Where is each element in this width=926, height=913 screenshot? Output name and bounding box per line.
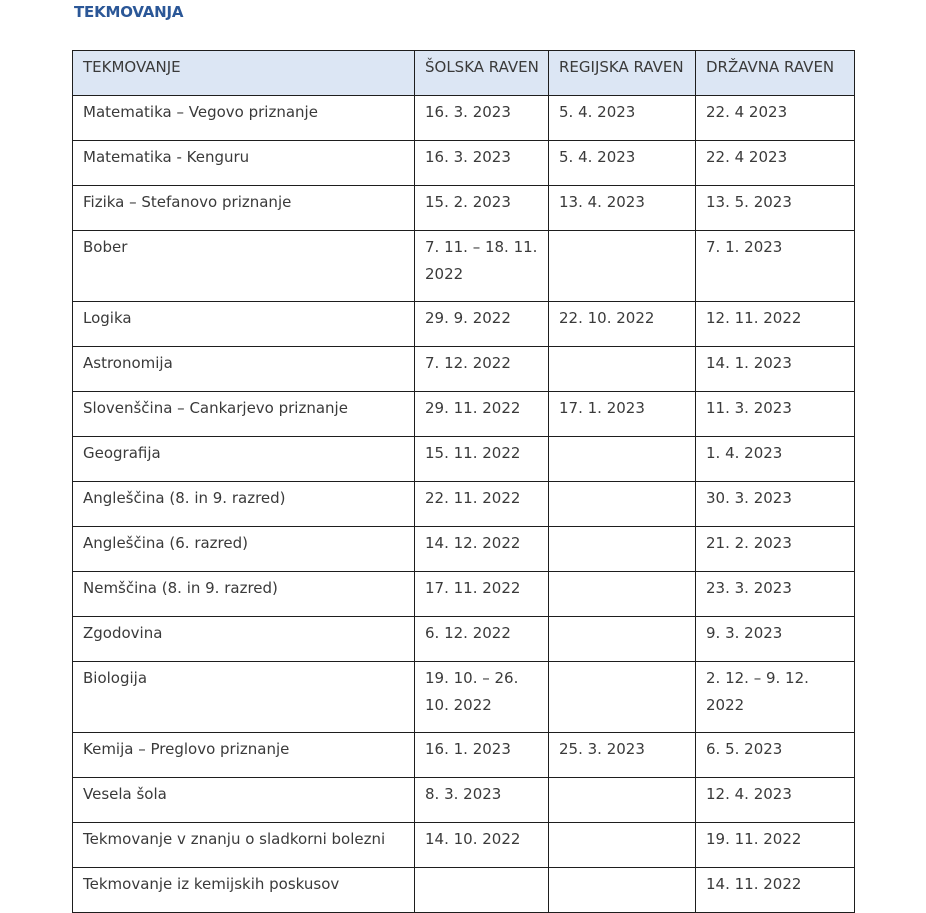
school-date: 19. 10. – 26. 10. 2022 [415, 662, 549, 733]
regional-date: 5. 4. 2023 [549, 96, 696, 141]
national-date: 7. 1. 2023 [696, 231, 855, 302]
regional-date: 5. 4. 2023 [549, 141, 696, 186]
school-date: 7. 12. 2022 [415, 347, 549, 392]
competition-name: Angleščina (6. razred) [73, 527, 415, 572]
regional-date [549, 778, 696, 823]
table-row [73, 482, 855, 527]
table-row [73, 778, 855, 823]
table-row [73, 302, 855, 347]
national-date: 11. 3. 2023 [696, 392, 855, 437]
competitions-table [72, 50, 855, 913]
competition-name: Slovenščina – Cankarjevo priznanje [73, 392, 415, 437]
table-header [73, 51, 855, 96]
competition-name: Matematika – Vegovo priznanje [73, 96, 415, 141]
national-date: 14. 1. 2023 [696, 347, 855, 392]
competition-name: Tekmovanje v znanju o sladkorni bolezni [73, 823, 415, 868]
table-row [73, 96, 855, 141]
header-school-level: ŠOLSKA RAVEN [415, 51, 549, 96]
school-date: 6. 12. 2022 [415, 617, 549, 662]
regional-date: 22. 10. 2022 [549, 302, 696, 347]
school-date: 16. 3. 2023 [415, 141, 549, 186]
competition-name: Astronomija [73, 347, 415, 392]
school-date: 16. 3. 2023 [415, 96, 549, 141]
national-date: 6. 5. 2023 [696, 733, 855, 778]
national-date: 23. 3. 2023 [696, 572, 855, 617]
competition-name: Logika [73, 302, 415, 347]
competition-name: Nemščina (8. in 9. razred) [73, 572, 415, 617]
national-date: 14. 11. 2022 [696, 868, 855, 913]
competition-name: Bober [73, 231, 415, 302]
table-row [73, 527, 855, 572]
regional-date [549, 527, 696, 572]
national-date: 12. 11. 2022 [696, 302, 855, 347]
page-title: TEKMOVANJA [74, 3, 184, 21]
competition-name: Matematika - Kenguru [73, 141, 415, 186]
table-row [73, 662, 855, 733]
regional-date [549, 437, 696, 482]
competition-name: Geografija [73, 437, 415, 482]
table-row [73, 868, 855, 913]
regional-date [549, 868, 696, 913]
school-date: 15. 11. 2022 [415, 437, 549, 482]
school-date: 17. 11. 2022 [415, 572, 549, 617]
regional-date [549, 823, 696, 868]
header-national-level: DRŽAVNA RAVEN [696, 51, 855, 96]
school-date: 22. 11. 2022 [415, 482, 549, 527]
school-date: 14. 12. 2022 [415, 527, 549, 572]
table-row [73, 392, 855, 437]
school-date: 14. 10. 2022 [415, 823, 549, 868]
national-date: 12. 4. 2023 [696, 778, 855, 823]
table-row [73, 141, 855, 186]
table-row [73, 733, 855, 778]
competition-name: Biologija [73, 662, 415, 733]
regional-date [549, 347, 696, 392]
national-date: 9. 3. 2023 [696, 617, 855, 662]
school-date: 16. 1. 2023 [415, 733, 549, 778]
table-row [73, 437, 855, 482]
school-date: 8. 3. 2023 [415, 778, 549, 823]
national-date: 19. 11. 2022 [696, 823, 855, 868]
table-row [73, 231, 855, 302]
competition-name: Vesela šola [73, 778, 415, 823]
regional-date [549, 662, 696, 733]
table-row [73, 186, 855, 231]
school-date [415, 868, 549, 913]
competition-name: Zgodovina [73, 617, 415, 662]
regional-date [549, 617, 696, 662]
national-date: 2. 12. – 9. 12. 2022 [696, 662, 855, 733]
competition-name: Kemija – Preglovo priznanje [73, 733, 415, 778]
national-date: 22. 4 2023 [696, 96, 855, 141]
national-date: 1. 4. 2023 [696, 437, 855, 482]
header-regional-level: REGIJSKA RAVEN [549, 51, 696, 96]
national-date: 21. 2. 2023 [696, 527, 855, 572]
header-row [73, 51, 855, 96]
regional-date [549, 572, 696, 617]
table-row [73, 823, 855, 868]
national-date: 22. 4 2023 [696, 141, 855, 186]
school-date: 7. 11. – 18. 11. 2022 [415, 231, 549, 302]
regional-date [549, 231, 696, 302]
regional-date: 13. 4. 2023 [549, 186, 696, 231]
header-competition: TEKMOVANJE [73, 51, 415, 96]
table-row [73, 572, 855, 617]
regional-date: 17. 1. 2023 [549, 392, 696, 437]
table-body [73, 96, 855, 913]
competition-name: Fizika – Stefanovo priznanje [73, 186, 415, 231]
national-date: 30. 3. 2023 [696, 482, 855, 527]
school-date: 29. 9. 2022 [415, 302, 549, 347]
school-date: 15. 2. 2023 [415, 186, 549, 231]
regional-date [549, 482, 696, 527]
table-row [73, 347, 855, 392]
table-row [73, 617, 855, 662]
regional-date: 25. 3. 2023 [549, 733, 696, 778]
competition-name: Tekmovanje iz kemijskih poskusov [73, 868, 415, 913]
school-date: 29. 11. 2022 [415, 392, 549, 437]
competition-name: Angleščina (8. in 9. razred) [73, 482, 415, 527]
national-date: 13. 5. 2023 [696, 186, 855, 231]
